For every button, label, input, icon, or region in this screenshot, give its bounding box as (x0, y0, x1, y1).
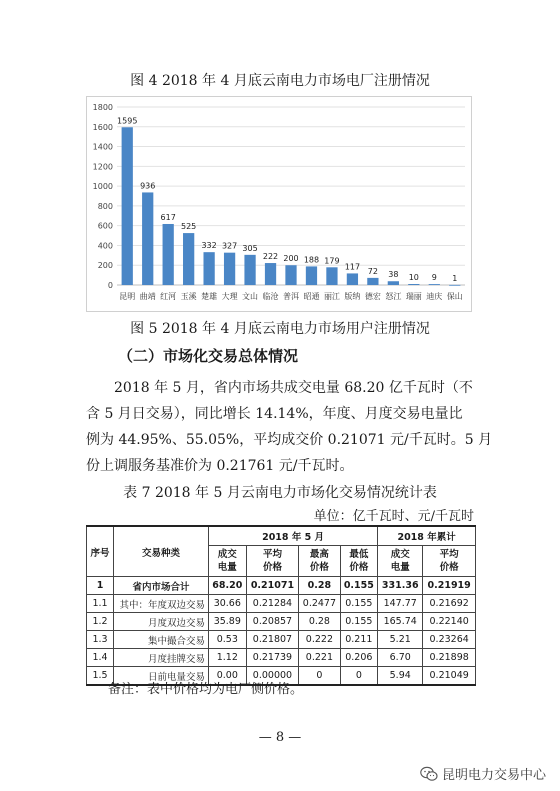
x-tick-label: 文山 (242, 292, 259, 301)
cell-cvol: 6.70 (378, 649, 423, 667)
table-unit-note: 单位：亿千瓦时、元/千瓦时 (313, 509, 474, 524)
summary-paragraph (86, 375, 493, 479)
header-group-may: 2018 年 5 月 (209, 526, 378, 546)
sub-header-cell: 最高 价格 (299, 546, 340, 577)
x-tick-label: 楚雄 (201, 292, 218, 301)
bar (163, 224, 174, 285)
bar (388, 281, 399, 285)
cell-cavg: 0.21919 (423, 577, 476, 595)
table-7-caption: 表 7 2018 年 5 月云南电力市场化交易情况统计表 (123, 485, 437, 501)
cell-type: 省内市场合计 (114, 577, 209, 595)
y-tick-label: 600 (97, 221, 113, 231)
bar (367, 278, 378, 285)
bar (244, 255, 255, 285)
x-tick-label: 昆明 (119, 292, 136, 301)
cell-min: 0.155 (340, 613, 378, 631)
bar (306, 266, 317, 285)
watermark-text: 昆明电力交易中心 (441, 768, 546, 783)
sub-header-cell: 平均 价格 (246, 546, 299, 577)
y-tick-label: 1200 (92, 162, 113, 172)
cell-seq: 1.4 (87, 649, 114, 667)
y-tick-label: 800 (97, 201, 113, 211)
table-row (87, 631, 476, 649)
cell-vol: 35.89 (209, 613, 247, 631)
cell-max: 0.28 (299, 577, 340, 595)
wechat-icon (420, 766, 438, 782)
cell-type: 月度挂牌交易 (114, 649, 209, 667)
cell-seq: 1.3 (87, 631, 114, 649)
cell-min: 0.155 (340, 577, 378, 595)
cell-max: 0.28 (299, 613, 340, 631)
bar (203, 252, 214, 285)
x-tick-label: 普洱 (283, 292, 299, 301)
data-label: 9 (431, 273, 437, 283)
bar (408, 284, 419, 285)
data-label: 38 (388, 270, 399, 280)
header-seq: 序号 (87, 526, 114, 577)
cell-cavg: 0.21898 (423, 649, 476, 667)
paragraph-line: 例为 44.95%、55.05%，平均成交价 0.21071 元/千瓦时。5 月 (86, 432, 493, 448)
table-row (87, 613, 476, 631)
x-tick-label: 怒江 (385, 292, 402, 301)
sub-header-cell: 成交 电量 (378, 546, 423, 577)
table-body (87, 577, 476, 686)
page-number: — 8 — (258, 730, 302, 745)
table-row (87, 577, 476, 595)
paragraph-line: 份上调服务基准价为 0.21761 元/千瓦时。 (86, 458, 354, 474)
sub-header-cell: 平均 价格 (423, 546, 476, 577)
x-tick-label: 版纳 (344, 292, 361, 301)
cell-vol: 68.20 (209, 577, 247, 595)
cell-cavg: 0.23264 (423, 631, 476, 649)
x-tick-label: 保山 (446, 292, 463, 301)
x-tick-label: 迪庆 (426, 292, 443, 301)
paragraph-line: 含 5 月日交易），同比增长 14.14%，年度、月度交易电量比 (86, 406, 463, 422)
data-label: 200 (283, 254, 299, 264)
bar (347, 273, 358, 285)
y-tick-label: 0 (107, 281, 113, 290)
data-label: 936 (140, 181, 156, 191)
cell-seq: 1.1 (87, 595, 114, 613)
table-footnote: 备注：表中价格均为电厂侧价格。 (108, 682, 304, 697)
cell-cavg: 0.22140 (423, 613, 476, 631)
bar (183, 233, 194, 285)
cell-cvol: 5.94 (378, 667, 423, 686)
y-tick-label: 1400 (92, 142, 113, 152)
cell-cvol: 331.36 (378, 577, 423, 595)
data-label: 10 (408, 273, 419, 283)
section-heading: （二）市场化交易总体情况 (118, 347, 299, 365)
cell-cavg: 0.21049 (423, 667, 476, 686)
x-tick-label: 瑞丽 (405, 292, 422, 301)
data-label: 525 (181, 222, 197, 232)
cell-min: 0.211 (340, 631, 378, 649)
x-tick-label: 昭通 (303, 292, 320, 301)
cell-seq: 1.2 (87, 613, 114, 631)
sub-header-cell: 成交 电量 (209, 546, 247, 577)
cell-type: 日前电量交易 (114, 667, 209, 686)
cell-seq: 1.5 (87, 667, 114, 686)
cell-vol: 1.12 (209, 649, 247, 667)
cell-avg: 0.00000 (246, 667, 299, 686)
cell-max: 0.222 (299, 631, 340, 649)
cell-min: 0 (340, 667, 378, 686)
data-label: 222 (262, 252, 279, 262)
bar (449, 285, 460, 286)
bar-chart-svg (87, 97, 471, 311)
sub-header-cell: 最低 价格 (340, 546, 378, 577)
cell-vol: 0.00 (209, 667, 247, 686)
cell-type: 集中撮合交易 (114, 631, 209, 649)
cell-vol: 30.66 (209, 595, 247, 613)
data-label: 1595 (117, 116, 138, 126)
bar (285, 265, 296, 285)
cell-type: 月度双边交易 (114, 613, 209, 631)
data-label: 188 (303, 255, 320, 265)
x-tick-label: 德宏 (364, 292, 381, 301)
paragraph-line: 2018 年 5 月，省内市场共成交电量 68.20 亿千瓦时（不 (114, 380, 473, 396)
header-type: 交易种类 (114, 526, 209, 577)
x-tick-label: 临沧 (262, 292, 279, 301)
cell-seq: 1 (87, 577, 114, 595)
cell-cvol: 165.74 (378, 613, 423, 631)
x-tick-label: 大理 (221, 292, 238, 301)
bar (429, 284, 440, 285)
table-row (87, 595, 476, 613)
x-tick-label: 红河 (160, 292, 177, 301)
cell-cavg: 0.21692 (423, 595, 476, 613)
cell-max: 0.2477 (299, 595, 340, 613)
data-label: 327 (221, 241, 238, 251)
bar (265, 263, 276, 285)
x-tick-label: 曲靖 (139, 292, 156, 301)
data-label: 117 (344, 262, 361, 272)
bar (326, 267, 337, 285)
cell-avg: 0.21807 (246, 631, 299, 649)
cell-min: 0.206 (340, 649, 378, 667)
cell-avg: 0.20857 (246, 613, 299, 631)
bar (142, 192, 153, 285)
cell-min: 0.155 (340, 595, 378, 613)
data-label: 617 (160, 212, 176, 222)
cell-cvol: 5.21 (378, 631, 423, 649)
y-tick-label: 1600 (92, 122, 113, 132)
y-tick-label: 1000 (92, 182, 113, 192)
cell-vol: 0.53 (209, 631, 247, 649)
y-tick-label: 1800 (92, 103, 113, 112)
cell-max: 0 (299, 667, 340, 686)
watermark (420, 764, 546, 783)
x-tick-label: 玉溪 (180, 292, 197, 301)
cell-avg: 0.21284 (246, 595, 299, 613)
y-tick-label: 200 (97, 261, 113, 271)
bar-chart (86, 96, 472, 312)
data-label: 305 (242, 243, 258, 253)
cell-type: 其中：年度双边交易 (114, 595, 209, 613)
table-row (87, 649, 476, 667)
data-label: 1 (452, 273, 458, 283)
bar (224, 253, 235, 285)
market-trade-table (86, 525, 476, 686)
data-label: 72 (367, 266, 378, 276)
figure-4-caption: 图 4 2018 年 4 月底云南电力市场电厂注册情况 (130, 73, 430, 89)
figure-5-caption: 图 5 2018 年 4 月底云南电力市场用户注册情况 (130, 321, 430, 337)
data-label: 332 (201, 241, 217, 251)
header-group-cumulative: 2018 年累计 (378, 526, 476, 546)
cell-avg: 0.21739 (246, 649, 299, 667)
bar (122, 127, 133, 285)
y-tick-label: 400 (97, 241, 113, 251)
cell-avg: 0.21071 (246, 577, 299, 595)
cell-cvol: 147.77 (378, 595, 423, 613)
x-tick-label: 丽江 (323, 292, 340, 301)
cell-max: 0.221 (299, 649, 340, 667)
data-label: 179 (324, 256, 340, 266)
